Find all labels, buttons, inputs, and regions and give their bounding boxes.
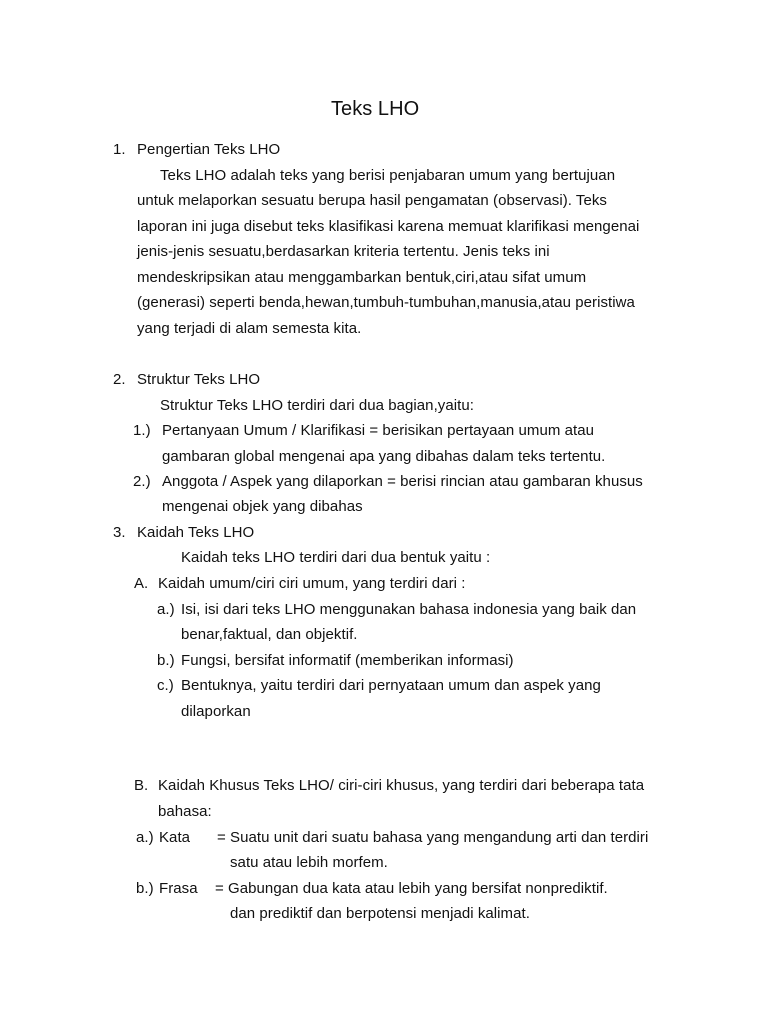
list-item-marker: b.) (157, 652, 175, 669)
subsection-b-marker: B. (134, 777, 149, 794)
list-item-line: gambaran global mengenai apa yang dibahas dalam teks tertentu. (162, 448, 606, 465)
list-item-marker: 2.) (133, 473, 151, 490)
section-2-number: 2. (113, 371, 126, 388)
section-3-number: 3. (113, 524, 126, 541)
list-item-line: benar,faktual, dan objektif. (181, 626, 358, 643)
section-2-heading: Struktur Teks LHO (137, 371, 261, 388)
paragraph-line: yang terjadi di alam semesta kita. (137, 320, 362, 337)
definition-line: = Gabungan dua kata atau lebih yang bersifat nonprediktif. (215, 880, 608, 897)
section-2-intro: Struktur Teks LHO terdiri dari dua bagian,yaitu: (160, 397, 474, 414)
subsection-b-heading: bahasa: (158, 803, 212, 820)
subsection-a-marker: A. (134, 575, 149, 592)
list-item-marker: b.) (136, 880, 154, 897)
list-item-marker: a.) (136, 829, 154, 846)
definition-term: Kata (159, 829, 191, 846)
section-1-number: 1. (113, 141, 126, 158)
subsection-a-heading: Kaidah umum/ciri ciri umum, yang terdiri dari : (158, 575, 466, 592)
section-3-heading: Kaidah Teks LHO (137, 524, 255, 541)
list-item-line: Fungsi, bersifat informatif (memberikan informasi) (181, 652, 514, 669)
definition-line: = Suatu unit dari suatu bahasa yang mengandung arti dan terdiri (217, 829, 649, 846)
list-item-line: dilaporkan (181, 703, 251, 720)
section-1-heading: Pengertian Teks LHO (137, 141, 281, 158)
list-item-line: Pertanyaan Umum / Klarifikasi = berisikan pertayaan umum atau (162, 422, 594, 439)
paragraph-line: jenis-jenis sesuatu,berdasarkan kriteria tertentu. Jenis teks ini (137, 243, 550, 260)
paragraph-line: Teks LHO adalah teks yang berisi penjabaran umum yang bertujuan (160, 167, 616, 184)
section-3-intro: Kaidah teks LHO terdiri dari dua bentuk yaitu : (181, 549, 491, 566)
list-item-marker: a.) (157, 601, 175, 618)
paragraph-line: (generasi) seperti benda,hewan,tumbuh-tumbuhan,manusia,atau peristiwa (137, 294, 635, 311)
paragraph-line: mendeskripsikan atau menggambarkan bentuk,ciri,atau sifat umum (137, 269, 587, 286)
subsection-b-heading: Kaidah Khusus Teks LHO/ ciri-ciri khusus, yang terdiri dari beberapa tata (158, 777, 645, 794)
list-item-marker: 1.) (133, 422, 151, 439)
list-item-line: Bentuknya, yaitu terdiri dari pernyataan umum dan aspek yang (181, 677, 601, 694)
list-item-line: Anggota / Aspek yang dilaporkan = berisi rincian atau gambaran khusus (162, 473, 643, 490)
list-item-marker: c.) (157, 677, 174, 694)
definition-line: satu atau lebih morfem. (230, 854, 388, 871)
document-title: Teks LHO (331, 98, 420, 120)
definition-line: dan prediktif dan berpotensi menjadi kalimat. (230, 905, 530, 922)
paragraph-line: laporan ini juga disebut teks klasifikasi karena memuat klarifikasi mengenai (137, 218, 640, 235)
definition-term: Frasa (159, 880, 198, 897)
list-item-line: mengenai objek yang dibahas (162, 498, 363, 515)
list-item-line: Isi, isi dari teks LHO menggunakan bahasa indonesia yang baik dan (181, 601, 637, 618)
paragraph-line: untuk melaporkan sesuatu berupa hasil pengamatan (observasi). Teks (137, 192, 607, 209)
